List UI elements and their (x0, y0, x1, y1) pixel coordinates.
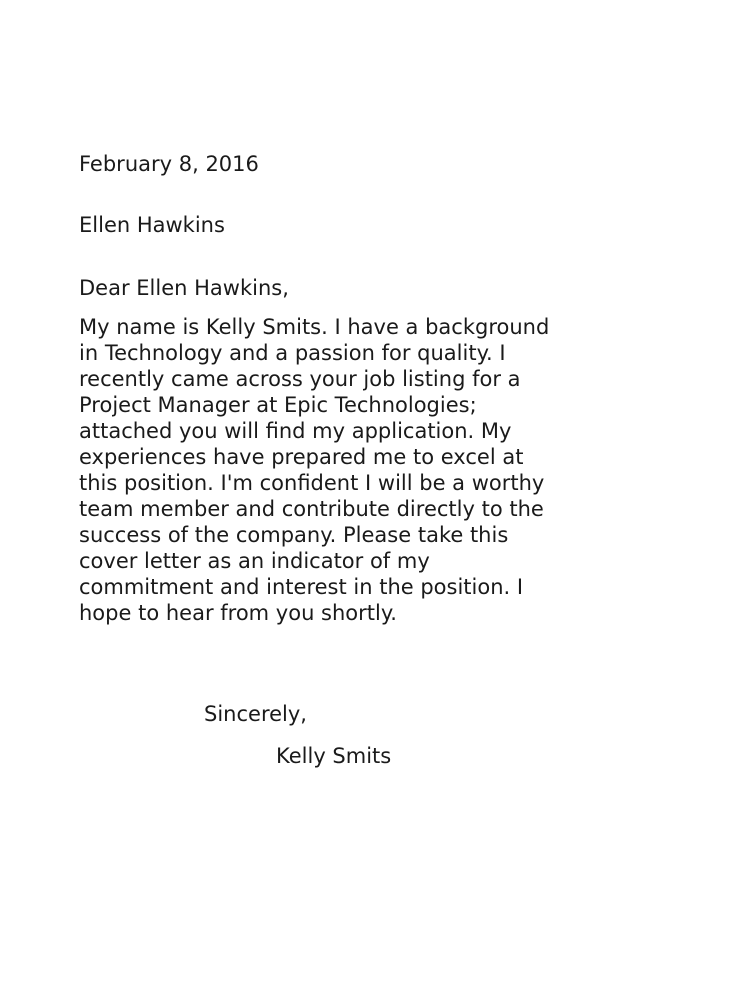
body-line: My name is Kelly Smits. I have a background (79, 315, 550, 339)
letter-date: February 8, 2016 (79, 152, 259, 176)
body-line: cover letter as an indicator of my (79, 549, 430, 573)
body-line: commitment and interest in the position. I (79, 575, 524, 599)
signature-name: Kelly Smits (276, 744, 392, 768)
recipient-name: Ellen Hawkins (79, 213, 225, 237)
letter-body (79, 314, 679, 626)
body-line: this position. I'm confident I will be a worthy (79, 471, 545, 495)
body-line: Project Manager at Epic Technologies; (79, 393, 477, 417)
closing: Sincerely, (204, 702, 307, 726)
body-line: attached you will find my application. My (79, 419, 512, 443)
body-line: success of the company. Please take this (79, 523, 509, 547)
body-line: recently came across your job listing for a (79, 367, 521, 391)
body-line: hope to hear from you shortly. (79, 601, 397, 625)
body-line: in Technology and a passion for quality. I (79, 341, 506, 365)
body-line: team member and contribute directly to the (79, 497, 544, 521)
body-line: experiences have prepared me to excel at (79, 445, 524, 469)
salutation: Dear Ellen Hawkins, (79, 276, 289, 300)
